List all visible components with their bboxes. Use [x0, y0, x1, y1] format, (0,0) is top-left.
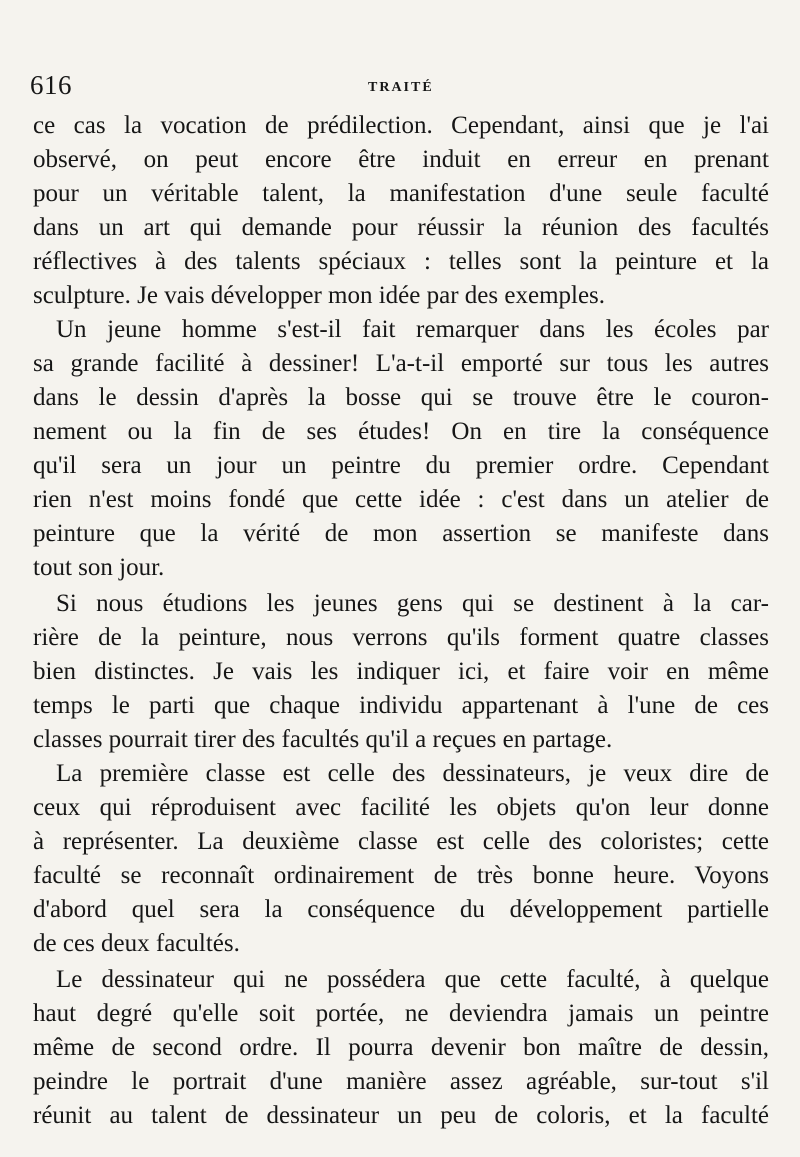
text-line: Si nous étudions les jeunes gens qui se destinent à la car- — [56, 590, 769, 617]
text-line: classes pourrait tirer des facultés qu'il a reçues en partage. — [33, 726, 613, 753]
text-line: La première classe est celle des dessinateurs, je veux dire de — [56, 760, 769, 787]
text-line: observé, on peut encore être induit en erreur en prenant — [33, 146, 769, 173]
text-line: Le dessinateur qui ne possédera que cette faculté, à quelque — [56, 966, 769, 993]
text-line: qu'il sera un jour un peintre du premier ordre. Cependant — [33, 452, 769, 479]
text-line: de ces deux facultés. — [33, 930, 240, 957]
text-line: sa grande facilité à dessiner! L'a-t-il emporté sur tous les autres — [33, 350, 769, 377]
text-line: réunit au talent de dessinateur un peu de coloris, et la faculté — [33, 1102, 769, 1129]
text-line: bien distinctes. Je vais les indiquer ici, et faire voir en même — [33, 658, 769, 685]
text-line: rière de la peinture, nous verrons qu'ils forment quatre classes — [33, 624, 769, 651]
text-line: peindre le portrait d'une manière assez agréable, sur-tout s'il — [33, 1068, 769, 1095]
running-head: TRAITÉ — [368, 80, 434, 95]
text-line: dans un art qui demande pour réussir la réunion des facultés — [33, 214, 769, 241]
text-line: pour un véritable talent, la manifestation d'une seule faculté — [33, 180, 769, 207]
page-header — [30, 70, 770, 100]
text-line: rien n'est moins fondé que cette idée : c'est dans un atelier de — [33, 486, 769, 513]
page-number: 616 — [30, 70, 72, 100]
text-line: haut degré qu'elle soit portée, ne deviendra jamais un peintre — [33, 1000, 769, 1027]
text-line: sculpture. Je vais développer mon idée par des exemples. — [33, 282, 606, 309]
text-line: réflectives à des talents spéciaux : telles sont la peinture et la — [33, 248, 769, 275]
text-line: même de second ordre. Il pourra devenir bon maître de dessin, — [33, 1034, 769, 1061]
text-line: nement ou la fin de ses études! On en tire la conséquence — [33, 418, 769, 445]
text-line: dans le dessin d'après la bosse qui se trouve être le couron- — [33, 384, 769, 411]
text-line: Un jeune homme s'est-il fait remarquer dans les écoles par — [56, 316, 769, 343]
text-line: peinture que la vérité de mon assertion se manifeste dans — [33, 520, 769, 547]
text-line: faculté se reconnaît ordinairement de très bonne heure. Voyons — [33, 862, 769, 889]
text-line: tout son jour. — [33, 554, 165, 581]
text-line: ceux qui réproduisent avec facilité les objets qu'on leur donne — [33, 794, 769, 821]
text-line: temps le parti que chaque individu appartenant à l'une de ces — [33, 692, 769, 719]
text-line: d'abord quel sera la conséquence du développement partielle — [33, 896, 769, 923]
text-line: ce cas la vocation de prédilection. Cependant, ainsi que je l'ai — [33, 112, 769, 139]
text-line: à représenter. La deuxième classe est celle des coloristes; cette — [33, 828, 769, 855]
